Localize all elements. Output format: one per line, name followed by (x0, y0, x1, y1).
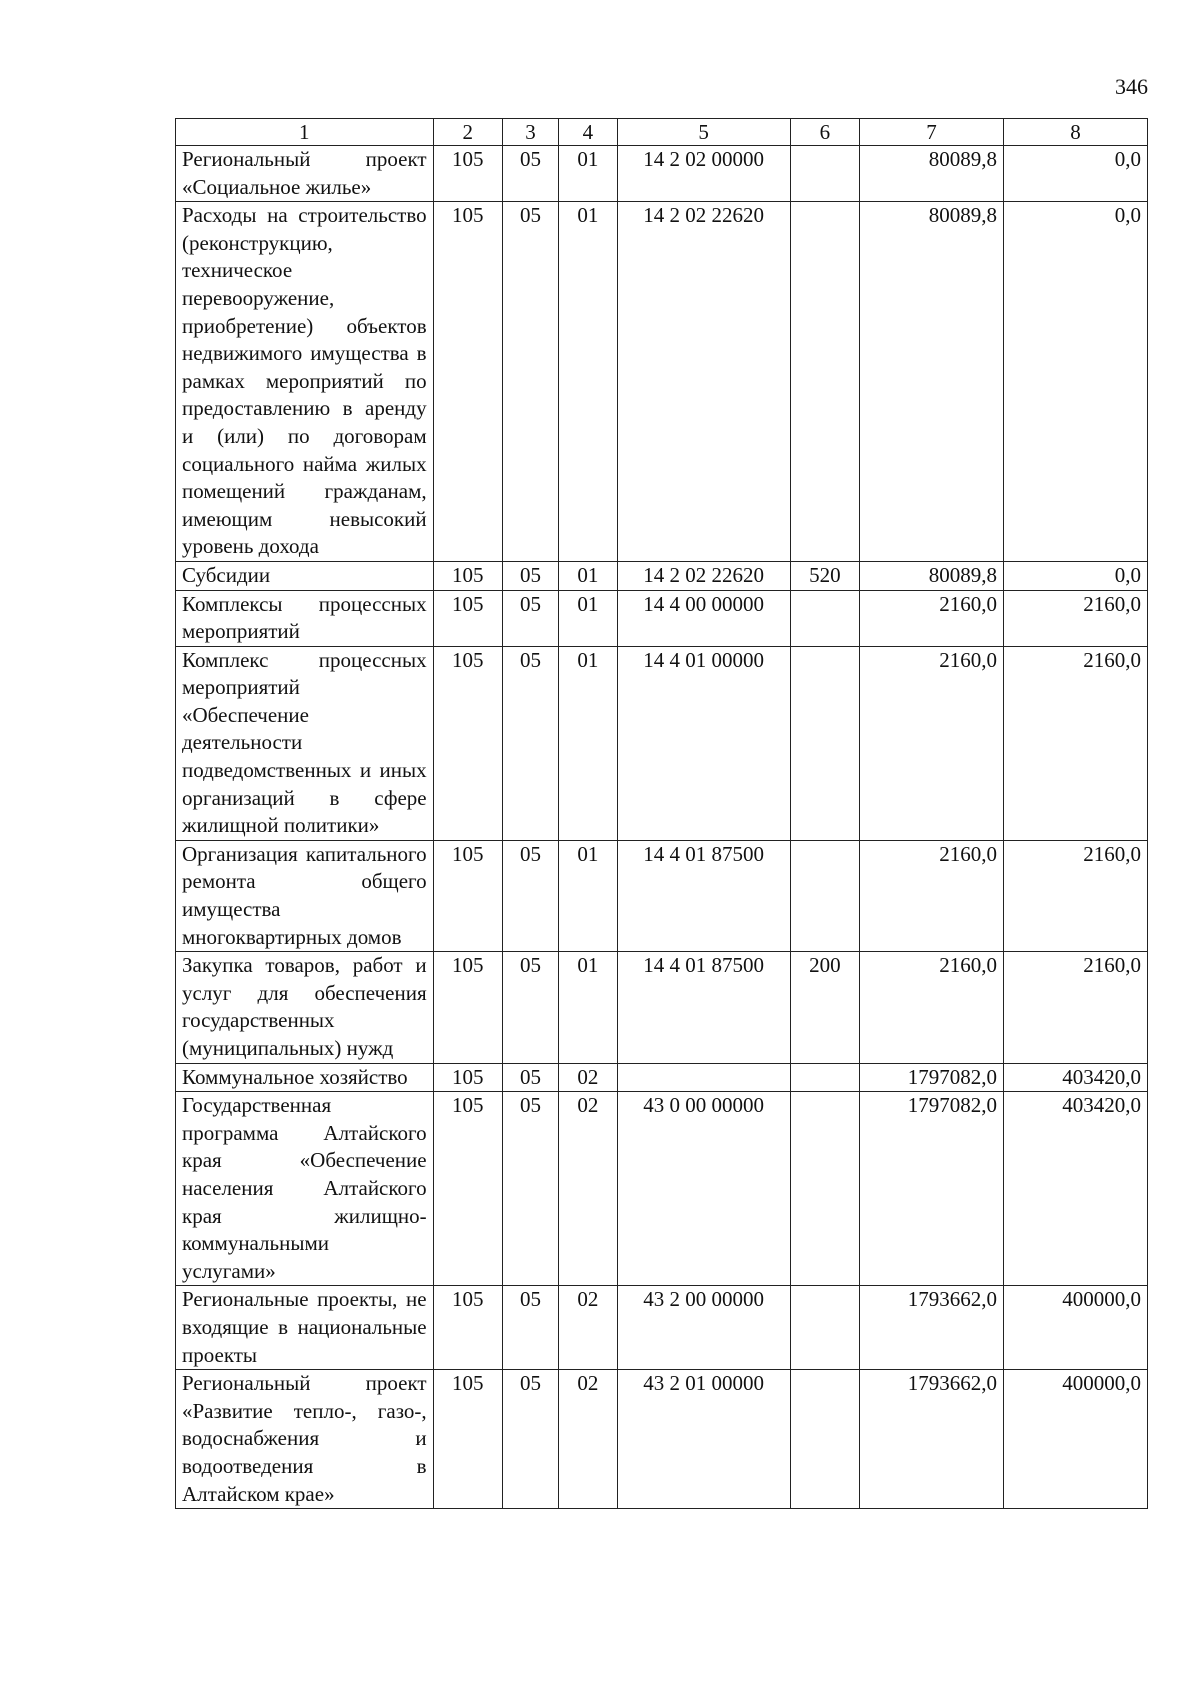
column-header: 1 (176, 119, 434, 146)
item-name: Государственная программа Алтайского края «Обеспечение населения Алтайского края жилищно-коммунальными услугами» (176, 1092, 434, 1286)
ministry-code: 105 (433, 1286, 502, 1370)
table-row (176, 1286, 1148, 1370)
section-code: 05 (502, 146, 558, 202)
table-row (176, 1092, 1148, 1286)
ministry-code: 105 (433, 952, 502, 1063)
amount-col8: 403420,0 (1003, 1092, 1147, 1286)
subsection-code: 01 (559, 561, 617, 590)
expense-type-code (790, 1286, 859, 1370)
table-row (176, 840, 1148, 951)
subsection-code: 02 (559, 1063, 617, 1092)
section-code: 05 (502, 840, 558, 951)
expense-type-code (790, 1092, 859, 1286)
subsection-code: 01 (559, 840, 617, 951)
section-code: 05 (502, 1063, 558, 1092)
expense-type-code (790, 1063, 859, 1092)
amount-col8: 400000,0 (1003, 1370, 1147, 1509)
amount-col8: 2160,0 (1003, 840, 1147, 951)
amount-col8: 0,0 (1003, 202, 1147, 562)
table-row (176, 146, 1148, 202)
item-name: Субсидии (176, 561, 434, 590)
target-article-code: 14 4 00 00000 (617, 590, 790, 646)
table-header-row (176, 119, 1148, 146)
column-header: 6 (790, 119, 859, 146)
amount-col7: 1793662,0 (860, 1286, 1004, 1370)
item-name: Закупка товаров, работ и услуг для обеспечения государственных (муниципальных) нужд (176, 952, 434, 1063)
amount-col7: 1797082,0 (860, 1092, 1004, 1286)
section-code: 05 (502, 1092, 558, 1286)
section-code: 05 (502, 1370, 558, 1509)
table-row (176, 1370, 1148, 1509)
section-code: 05 (502, 561, 558, 590)
amount-col8: 400000,0 (1003, 1286, 1147, 1370)
target-article-code: 43 0 00 00000 (617, 1092, 790, 1286)
amount-col7: 1793662,0 (860, 1370, 1004, 1509)
item-name: Организация капитального ремонта общего имущества многоквартирных домов (176, 840, 434, 951)
subsection-code: 01 (559, 590, 617, 646)
table-row (176, 590, 1148, 646)
item-name: Комплексы процессных мероприятий (176, 590, 434, 646)
table-row (176, 1063, 1148, 1092)
ministry-code: 105 (433, 1370, 502, 1509)
item-name: Комплекс процессных мероприятий «Обеспечение деятельности подведомственных и иных организаций в сфере жилищной политики» (176, 646, 434, 840)
section-code: 05 (502, 952, 558, 1063)
ministry-code: 105 (433, 561, 502, 590)
section-code: 05 (502, 646, 558, 840)
expense-type-code (790, 1370, 859, 1509)
budget-table (175, 118, 1148, 1509)
target-article-code: 43 2 01 00000 (617, 1370, 790, 1509)
amount-col8: 2160,0 (1003, 646, 1147, 840)
table-row (176, 646, 1148, 840)
target-article-code: 14 2 02 22620 (617, 561, 790, 590)
page-number: 346 (1115, 74, 1148, 99)
table-row (176, 561, 1148, 590)
amount-col8: 0,0 (1003, 146, 1147, 202)
target-article-code (617, 1063, 790, 1092)
item-name: Расходы на строительство (реконструкцию, техническое перевооружение, приобретение) объектов недвижимого имущества в рамках мероприятий по предоставлению в аренду и (или) по договорам социального найма жилых помещений гражданам, имеющим невысокий уровень дохода (176, 202, 434, 562)
amount-col7: 2160,0 (860, 952, 1004, 1063)
target-article-code: 14 4 01 87500 (617, 840, 790, 951)
table-row (176, 202, 1148, 562)
expense-type-code (790, 202, 859, 562)
ministry-code: 105 (433, 1092, 502, 1286)
subsection-code: 02 (559, 1092, 617, 1286)
target-article-code: 43 2 00 00000 (617, 1286, 790, 1370)
amount-col8: 2160,0 (1003, 952, 1147, 1063)
target-article-code: 14 4 01 00000 (617, 646, 790, 840)
amount-col7: 80089,8 (860, 561, 1004, 590)
ministry-code: 105 (433, 840, 502, 951)
ministry-code: 105 (433, 146, 502, 202)
expense-type-code: 520 (790, 561, 859, 590)
expense-type-code (790, 146, 859, 202)
target-article-code: 14 2 02 00000 (617, 146, 790, 202)
ministry-code: 105 (433, 590, 502, 646)
subsection-code: 01 (559, 646, 617, 840)
table-row (176, 952, 1148, 1063)
item-name: Региональные проекты, не входящие в национальные проекты (176, 1286, 434, 1370)
amount-col7: 2160,0 (860, 840, 1004, 951)
target-article-code: 14 4 01 87500 (617, 952, 790, 1063)
item-name: Региональный проект «Социальное жилье» (176, 146, 434, 202)
amount-col7: 80089,8 (860, 202, 1004, 562)
item-name: Региональный проект «Развитие тепло-, газо-, водоснабжения и водоотведения в Алтайском крае» (176, 1370, 434, 1509)
amount-col8: 2160,0 (1003, 590, 1147, 646)
expense-type-code (790, 840, 859, 951)
amount-col7: 1797082,0 (860, 1063, 1004, 1092)
item-name: Коммунальное хозяйство (176, 1063, 434, 1092)
target-article-code: 14 2 02 22620 (617, 202, 790, 562)
column-header: 7 (860, 119, 1004, 146)
expense-type-code: 200 (790, 952, 859, 1063)
column-header: 5 (617, 119, 790, 146)
amount-col7: 2160,0 (860, 590, 1004, 646)
subsection-code: 01 (559, 146, 617, 202)
column-header: 2 (433, 119, 502, 146)
subsection-code: 02 (559, 1286, 617, 1370)
amount-col7: 2160,0 (860, 646, 1004, 840)
section-code: 05 (502, 590, 558, 646)
column-header: 8 (1003, 119, 1147, 146)
column-header: 3 (502, 119, 558, 146)
amount-col7: 80089,8 (860, 146, 1004, 202)
section-code: 05 (502, 1286, 558, 1370)
ministry-code: 105 (433, 646, 502, 840)
amount-col8: 403420,0 (1003, 1063, 1147, 1092)
subsection-code: 01 (559, 952, 617, 1063)
section-code: 05 (502, 202, 558, 562)
ministry-code: 105 (433, 1063, 502, 1092)
subsection-code: 01 (559, 202, 617, 562)
expense-type-code (790, 590, 859, 646)
amount-col8: 0,0 (1003, 561, 1147, 590)
expense-type-code (790, 646, 859, 840)
ministry-code: 105 (433, 202, 502, 562)
column-header: 4 (559, 119, 617, 146)
subsection-code: 02 (559, 1370, 617, 1509)
